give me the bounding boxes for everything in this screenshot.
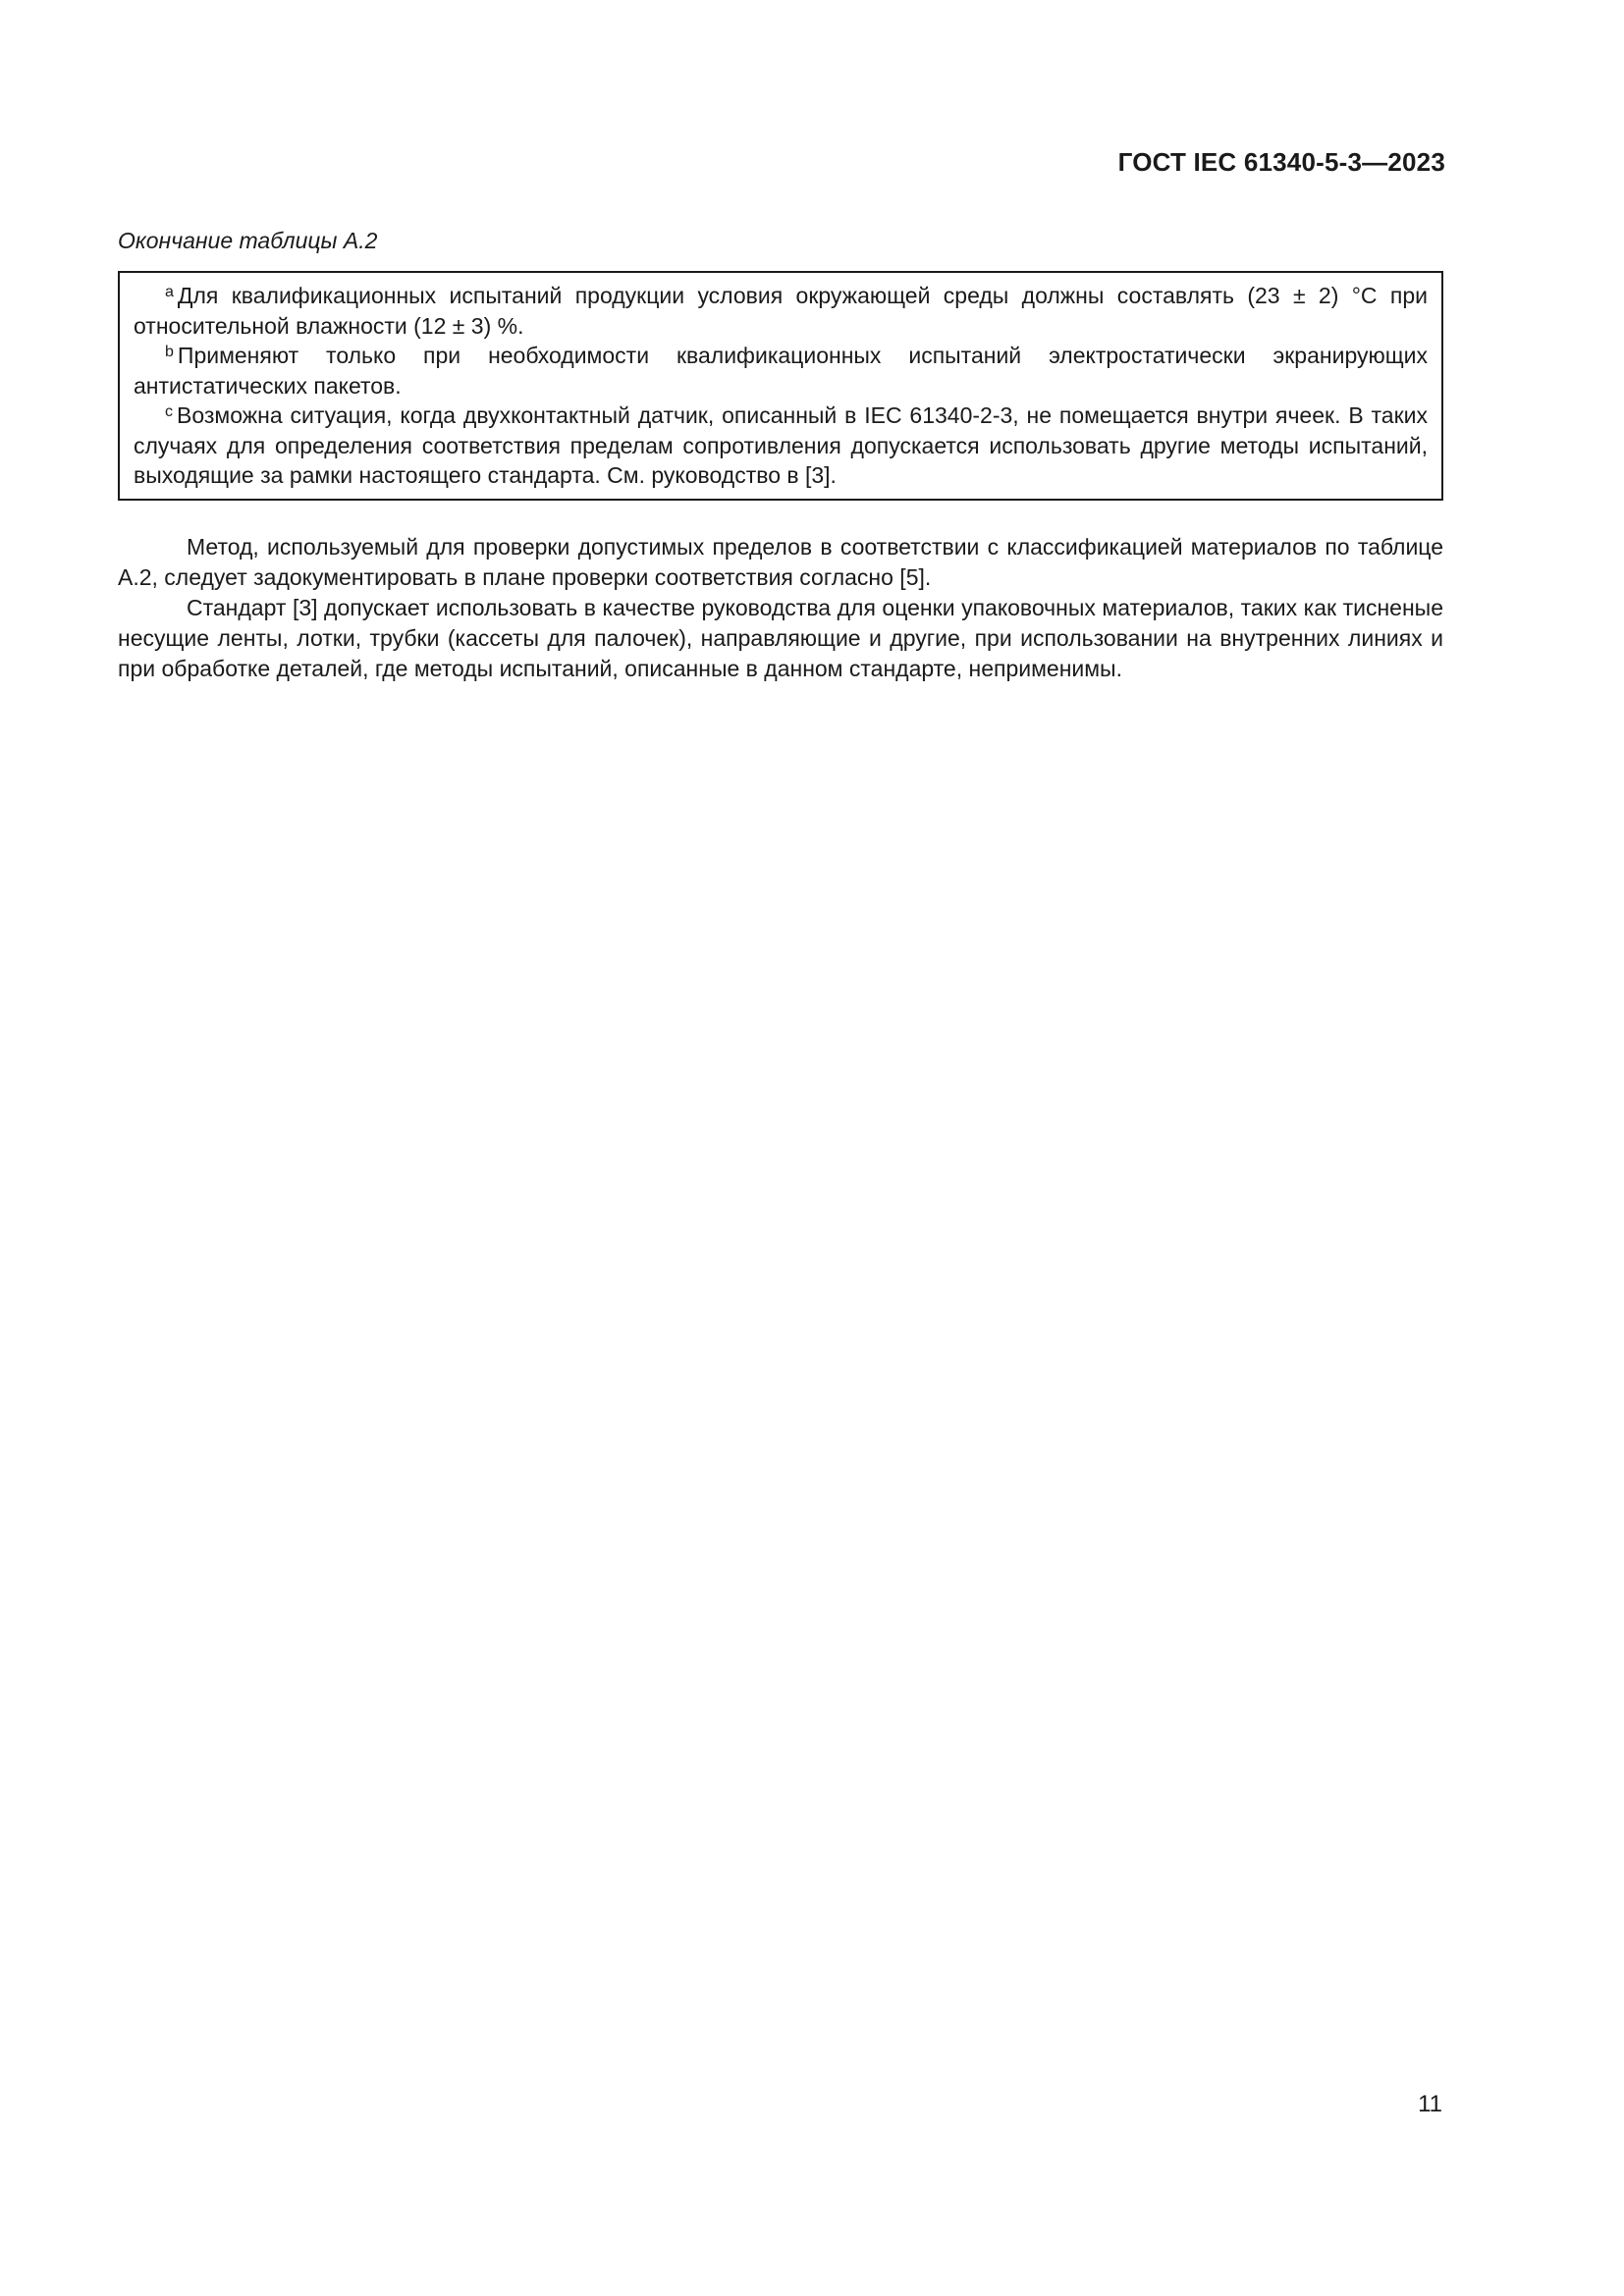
paragraph: Стандарт [3] допускает использовать в качестве руководства для оценки упаковочных материалов, таких как тисненые несущие ленты, лотки, трубки (кассеты для палочек), направляющие и другие, при использовании на внутренних линиях и при обработке деталей, где методы испытаний, описанные в данном стандарте, неприменимы. <box>118 595 1443 681</box>
page-number: 11 <box>1418 2091 1442 2117</box>
paragraph: Метод, используемый для проверки допустимых пределов в соответствии с классификацией материалов по таблице А.2, следует задокументировать в плане проверки соответствия согласно [5]. <box>118 534 1443 590</box>
note-text: Для квалификационных испытаний продукции условия окружающей среды должны составлять (23 ± 2) °С при относительной влажности (12 ± 3) %. <box>134 283 1428 339</box>
note-text: Применяют только при необходимости квалификационных испытаний электростатически экранирующих антистатических пакетов. <box>134 343 1428 399</box>
note-text: Возможна ситуация, когда двухконтактный датчик, описанный в IEC 61340-2-3, не помещается внутри ячеек. В таких случаях для определения соответствия пределам сопротивления допускается использовать другие методы испытаний, выходящие за рамки настоящего стандарта. См. руководство в [3]. <box>134 402 1428 488</box>
note-mark: c <box>165 403 173 420</box>
table-note-a <box>134 281 1428 341</box>
note-mark: a <box>165 284 174 300</box>
table-notes-box <box>118 271 1443 501</box>
note-mark: b <box>165 344 174 360</box>
document-code: ГОСТ IEC 61340-5-3—2023 <box>1117 147 1445 177</box>
table-caption: Окончание таблицы А.2 <box>118 228 378 253</box>
table-note-c <box>134 400 1428 491</box>
body-text <box>118 532 1443 684</box>
table-note-b <box>134 341 1428 400</box>
